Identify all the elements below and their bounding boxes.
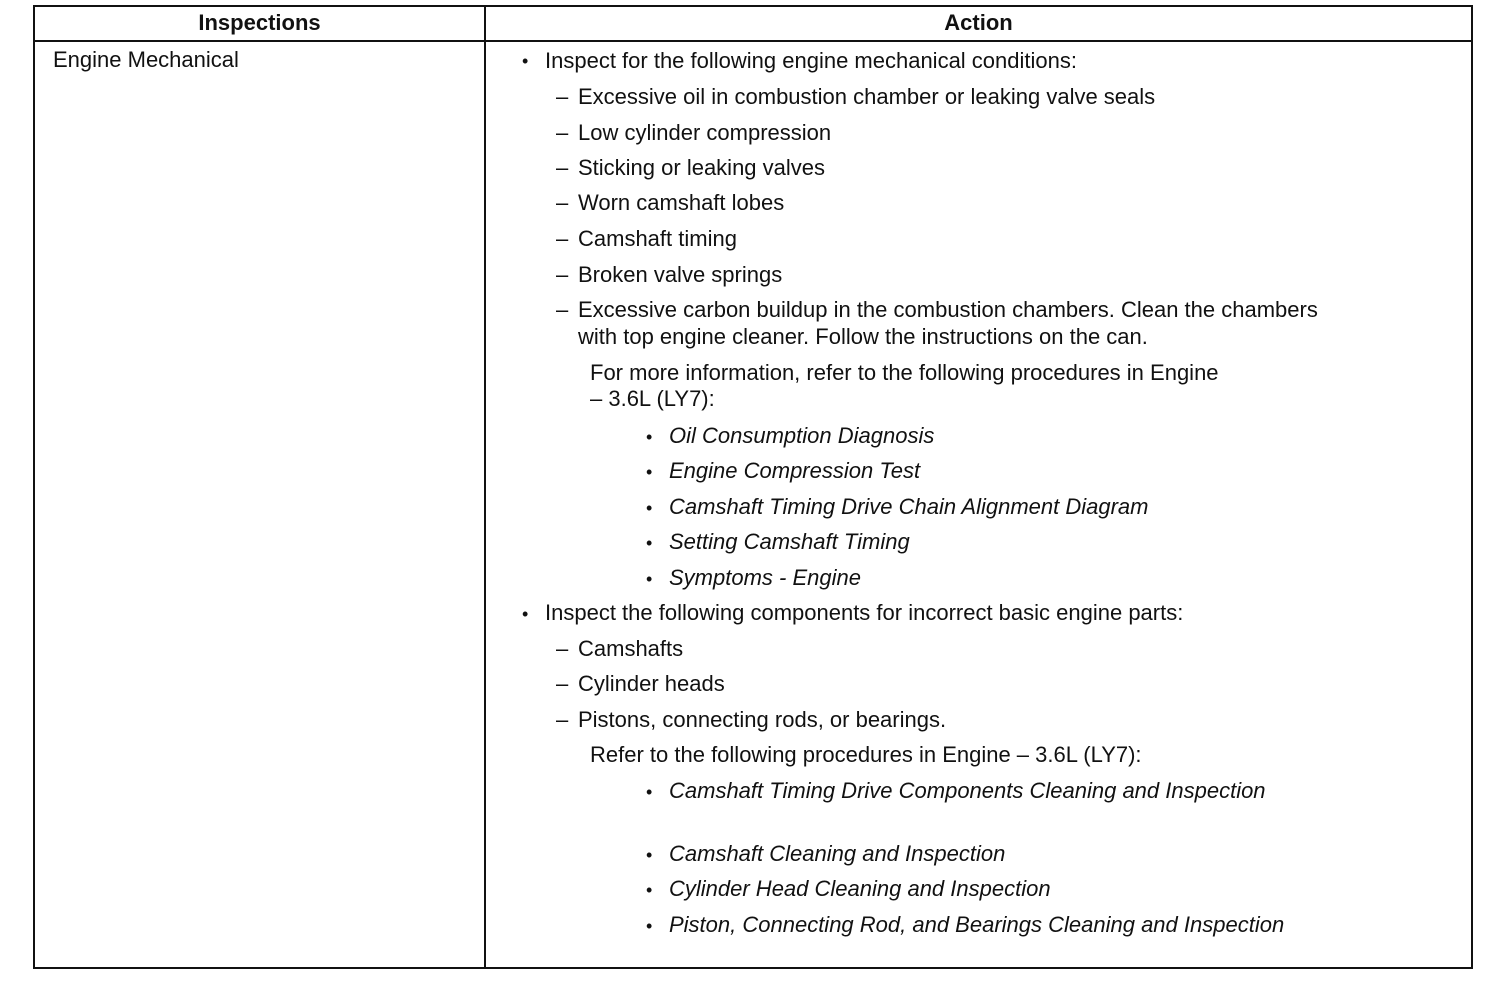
section1-item: Worn camshaft lobes [578,190,785,215]
section1-item: Camshaft timing [578,226,737,251]
carbon-line-2: with top engine cleaner. Follow the instructions on the can. [578,324,1148,349]
reference-line-1: For more information, refer to the following procedures in Engine [590,360,1219,385]
section2-item: Pistons, connecting rods, or bearings. [578,707,947,732]
dash-marker: – [556,671,569,696]
procedure-link[interactable]: Setting Camshaft Timing [669,529,910,554]
bullet-marker: • [646,880,653,900]
dash-marker: – [556,707,569,732]
section2-item: Camshafts [578,636,684,661]
procedure-link[interactable]: Cylinder Head Cleaning and Inspection [669,876,1051,901]
reference-line: Refer to the following procedures in Engine – 3.6L (LY7): [590,742,1142,767]
procedure-link[interactable]: Symptoms - Engine [669,565,861,590]
section1-item: Low cylinder compression [578,120,832,145]
dash-marker: – [556,84,569,109]
dash-marker: – [556,636,569,661]
carbon-line-1: Excessive carbon buildup in the combustion chambers. Clean the chambers [578,297,1318,322]
bullet-marker: • [646,569,653,589]
procedure-link[interactable]: Camshaft Timing Drive Chain Alignment Diagram [669,494,1149,519]
column-divider [484,5,486,969]
bullet-marker: • [646,845,653,865]
bullet-marker: • [646,427,653,447]
inspection-table [33,5,1473,969]
header-divider [33,40,1473,42]
header-inspections: Inspections [198,10,321,35]
procedure-link[interactable]: Camshaft Timing Drive Components Cleaning and Inspection [669,778,1266,803]
procedure-link[interactable]: Piston, Connecting Rod, and Bearings Cleaning and Inspection [669,912,1285,937]
bullet-marker: • [646,498,653,518]
section2-item: Cylinder heads [578,671,725,696]
dash-marker: – [556,226,569,251]
bullet-marker: • [646,916,653,936]
reference-line-2: – 3.6L (LY7): [590,386,715,411]
section1-bullet: Inspect for the following engine mechanical conditions: [545,48,1077,73]
section1-item: Broken valve springs [578,262,783,287]
section1-item: Excessive oil in combustion chamber or leaking valve seals [578,84,1156,109]
dash-marker: – [556,120,569,145]
section1-item: Sticking or leaking valves [578,155,826,180]
bullet-marker: • [522,51,529,71]
dash-marker: – [556,190,569,215]
dash-marker: – [556,155,569,180]
dash-marker: – [556,262,569,287]
bullet-marker: • [522,604,529,624]
procedure-link[interactable]: Engine Compression Test [669,458,921,483]
section2-bullet: Inspect the following components for incorrect basic engine parts: [545,600,1184,625]
procedure-link[interactable]: Camshaft Cleaning and Inspection [669,841,1006,866]
dash-marker: – [556,297,569,322]
procedure-link[interactable]: Oil Consumption Diagnosis [669,423,935,448]
inspection-engine-mechanical: Engine Mechanical [53,47,239,72]
bullet-marker: • [646,462,653,482]
bullet-marker: • [646,782,653,802]
bullet-marker: • [646,533,653,553]
header-action: Action [944,10,1013,35]
